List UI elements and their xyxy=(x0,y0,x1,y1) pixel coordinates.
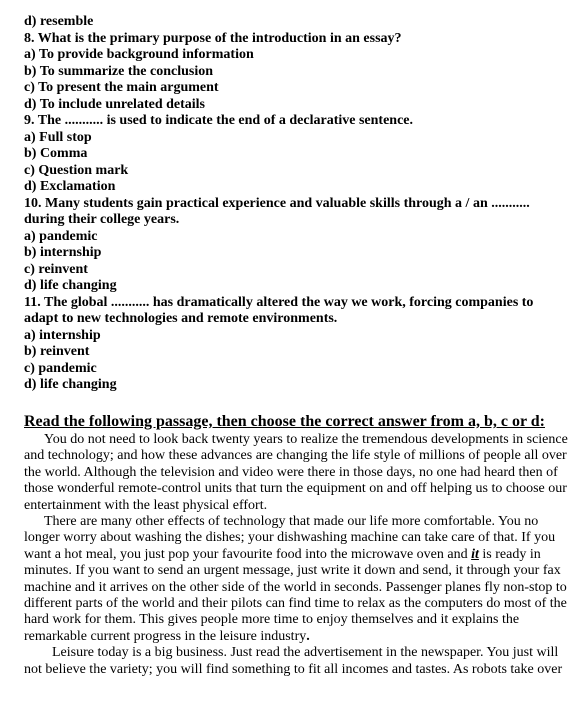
option: b) To summarize the conclusion xyxy=(24,63,214,79)
passage-paragraph-2 xyxy=(24,514,574,645)
question-10-stem: 10. Many students gain practical experience and valuable skills through a / an ........... during their college years. xyxy=(24,195,530,227)
question-9-stem: 9. The ........... is used to indicate the end of a declarative sentence. xyxy=(24,113,413,128)
passage-paragraph-3: Leisure today is a big business. Just read the advertisement in the newspaper. You just will not believe the variety; you will find something to fit all incomes and tastes. As robots take over xyxy=(24,645,563,677)
passage-period: . xyxy=(306,628,310,644)
option: d) life changing xyxy=(24,278,117,293)
reading-passage xyxy=(24,432,574,678)
option: d) life changing xyxy=(24,377,117,392)
option: a) pandemic xyxy=(24,228,98,244)
option: b) Comma xyxy=(24,146,88,161)
passage-text: is ready in minutes. If you want to send an urgent message, just write it down and send, it through your fax machine and it arrives on the other side of the world in seconds. Passenger planes fly non-stop to different parts of the world and their pilots can find time to relax as the computers do most of the hard work for them. This gives people more time to enjoy themselves and it explains the remarkable current progress in the leisure industry xyxy=(24,546,567,644)
option: b) internship xyxy=(24,245,102,260)
option: c) To present the main argument xyxy=(24,80,219,95)
passage-text: There are many other effects of technology that made our life more comfortable. You no longer worry about washing the dishes; your dishwashing machine can take care of that. If you want a hot meal, you just pop your favourite food into the microwave oven and xyxy=(24,514,556,562)
question-list xyxy=(24,14,564,394)
option: a) Full stop xyxy=(24,129,92,145)
question-8-stem: 8. What is the primary purpose of the introduction in an essay? xyxy=(24,30,402,46)
option: c) pandemic xyxy=(24,360,97,376)
option: b) reinvent xyxy=(24,344,90,359)
option: a) internship xyxy=(24,327,101,343)
option: d) Exclamation xyxy=(24,179,116,194)
option: d) To include unrelated details xyxy=(24,96,206,112)
reading-heading: Read the following passage, then choose the correct answer from a, b, c or d: xyxy=(24,413,545,430)
passage-paragraph-1: You do not need to look back twenty years to realize the tremendous developments in science and technology; and how these advances are changing the life style of millions of people all over the world. Although the television and video were there in those days, no one had heard then of those wonderful remote-control units that turn the equipment on and off helping us to choose our entertainment with the least physical effort. xyxy=(24,432,568,513)
referent-word: it xyxy=(471,546,479,562)
option: d) resemble xyxy=(24,14,94,29)
option: c) reinvent xyxy=(24,261,88,277)
option: a) To provide background information xyxy=(24,47,254,62)
question-11-stem: 11. The global ........... has dramatically altered the way we work, forcing companies to adapt to new technologies and remote environments. xyxy=(24,294,534,326)
option: c) Question mark xyxy=(24,162,129,178)
